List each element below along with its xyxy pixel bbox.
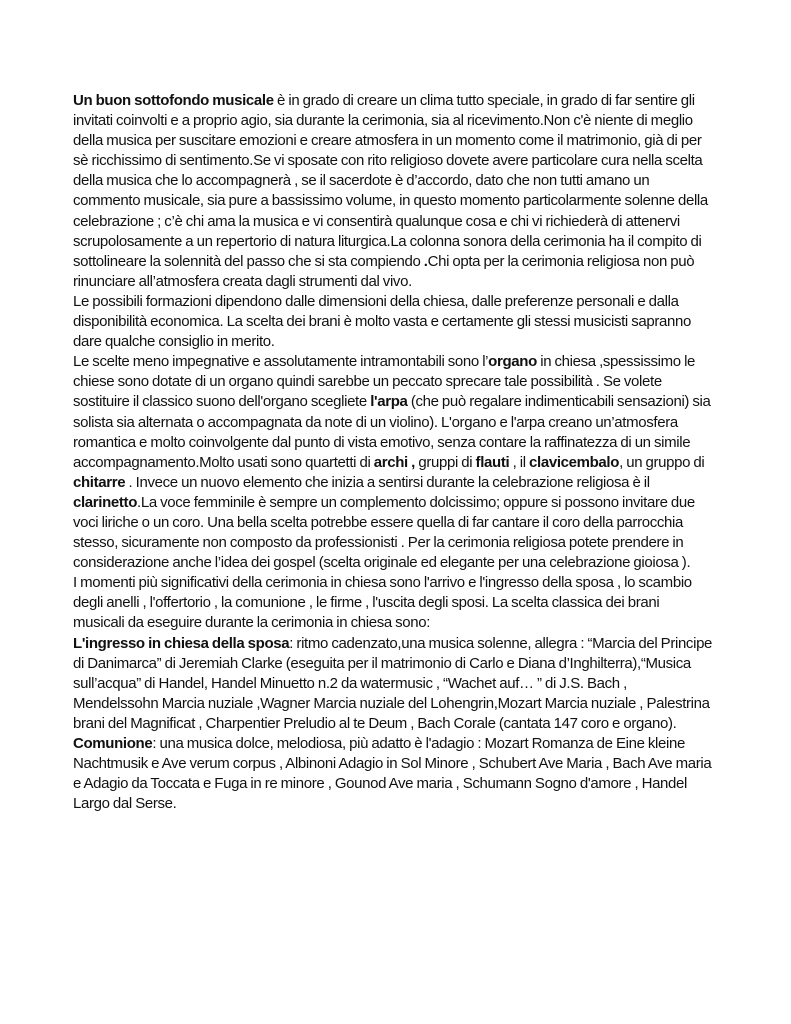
text-run: Le scelte meno impegnative e assolutamente intramontabili sono l’ (73, 353, 489, 371)
bold-text-run: organo (488, 353, 537, 371)
text-run: : una musica dolce, melodiosa, più adatto è l'adagio : Mozart Romanza de Eine kleine Nachtmusik e Ave verum corpus , Albinoni Adagio in Sol Minore , Schubert Ave Maria , Bach Ave maria e Adagio da Toccata e Fuga in re minore , Gounod Ave maria , Schumann Sogno d'amore , Handel Largo dal Serse. (73, 735, 712, 813)
bold-text-run: . (423, 252, 428, 270)
text-run: .La voce femminile è sempre un complemento dolcissimo; oppure si possono invitare due voci liriche o un coro. Una bella scelta potrebbe essere quella di far cantare il coro della parrocchia stesso, sicuramente non composto da professionisti . Per la cerimonia religiosa potete prendere in considerazione anche l’idea dei gospel (scelta originale ed elegante per una celebrazione gioiosa ). (73, 493, 695, 572)
paragraph-intro (73, 91, 713, 292)
document-body (73, 91, 713, 814)
bold-text-run: clarinetto (73, 493, 138, 511)
bold-text-run: flauti (475, 453, 510, 471)
paragraph-bride-entrance (73, 634, 713, 734)
text-run: Le possibili formazioni dipendono dalle dimensioni della chiesa, dalle preferenze personali e dalla disponibilità economica. La scelta dei brani è molto vasta e certamente gli stessi musicisti sapranno dare qualche consiglio in merito. (73, 292, 691, 351)
bold-text-run: L'ingresso in chiesa della sposa (73, 634, 290, 652)
paragraph-key-moments (73, 573, 713, 633)
bold-text-run: clavicembalo (529, 453, 620, 471)
bold-text-run: Un buon sottofondo musicale (73, 92, 274, 109)
paragraph-instruments (73, 352, 713, 573)
text-run: gruppi di (415, 453, 476, 471)
text-run: in chiesa ,spessissimo le chiese sono dotate di un organo quindi sarebbe un peccato sprecare tale possibilità . Se volete sostituire il classico suono dell'organo scegliete (73, 353, 696, 411)
bold-text-run: Comunione (73, 735, 153, 752)
paragraph-formations (73, 292, 713, 352)
text-run: , un gruppo di (619, 453, 705, 471)
text-run: Chi opta per la cerimonia religiosa non può rinunciare all’atmosfera creata dagli strumenti dal vivo. (73, 252, 695, 290)
text-run: . Invece un nuovo elemento che inizia a sentirsi durante la celebrazione religiosa è il (125, 473, 650, 491)
text-run: (che può regalare indimenticabili sensazioni) sia solista sia alternata o accompagnata da note di un violino). L'organo e l'arpa creano un’atmosfera romantica e molto coinvolgente dal punto di vista emotivo, senza contare la raffinatezza di un simile accompagnamento.Molto usati sono quartetti di (73, 393, 711, 471)
text-run: , il (509, 453, 530, 471)
bold-text-run: l'arpa (370, 393, 408, 411)
text-run: : ritmo cadenzato,una musica solenne, allegra : “Marcia del Principe di Danimarca” di Jeremiah Clarke (eseguita per il matrimonio di Carlo e Diana d’Inghilterra),“Musica sull’acqua” di Handel, Handel Minuetto n.2 da watermusic , “Wachet auf… ” di J.S. Bach , Mendelssohn Marcia nuziale ,Wagner Marcia nuziale del Lohengrin,Mozart Marcia nuziale , Palestrina brani del Magnificat , Charpentier Preludio al te Deum , Bach Corale (cantata 147 coro e organo). (73, 634, 713, 732)
text-run: è in grado di creare un clima tutto speciale, in grado di far sentire gli invitati coinvolti e a proprio agio, sia durante la cerimonia, sia al ricevimento.Non c'è niente di meglio della musica per suscitare emozioni e creare atmosfera in un momento come il matrimonio, già di per sè ricchissimo di sentimento.Se vi sposate con rito religioso dovete avere particolare cura nella scelta della musica che lo accompagnerà , se il sacerdote è d’accordo, dato che non tutti amano un commento musicale, sia pure a bassissimo volume, in questo momento particolarmente solenne della celebrazione ; c’è chi ama la musica e vi consentirà qualunque cosa e chi vi richiederà di attenervi scrupolosamente a un repertorio di natura liturgica.La colonna sonora della cerimonia ha il compito di sottolineare la solennità del passo che si sta compiendo (73, 92, 708, 270)
text-run: I momenti più significativi della cerimonia in chiesa sono l'arrivo e l'ingresso della sposa , lo scambio degli anelli , l'offertorio , la comunione , le firme , l'uscita degli sposi. La scelta classica dei brani musicali da eseguire durante la cerimonia in chiesa sono: (73, 574, 692, 632)
bold-text-run: chitarre (73, 473, 126, 491)
paragraph-communion (73, 734, 713, 814)
bold-text-run: archi , (373, 453, 416, 471)
